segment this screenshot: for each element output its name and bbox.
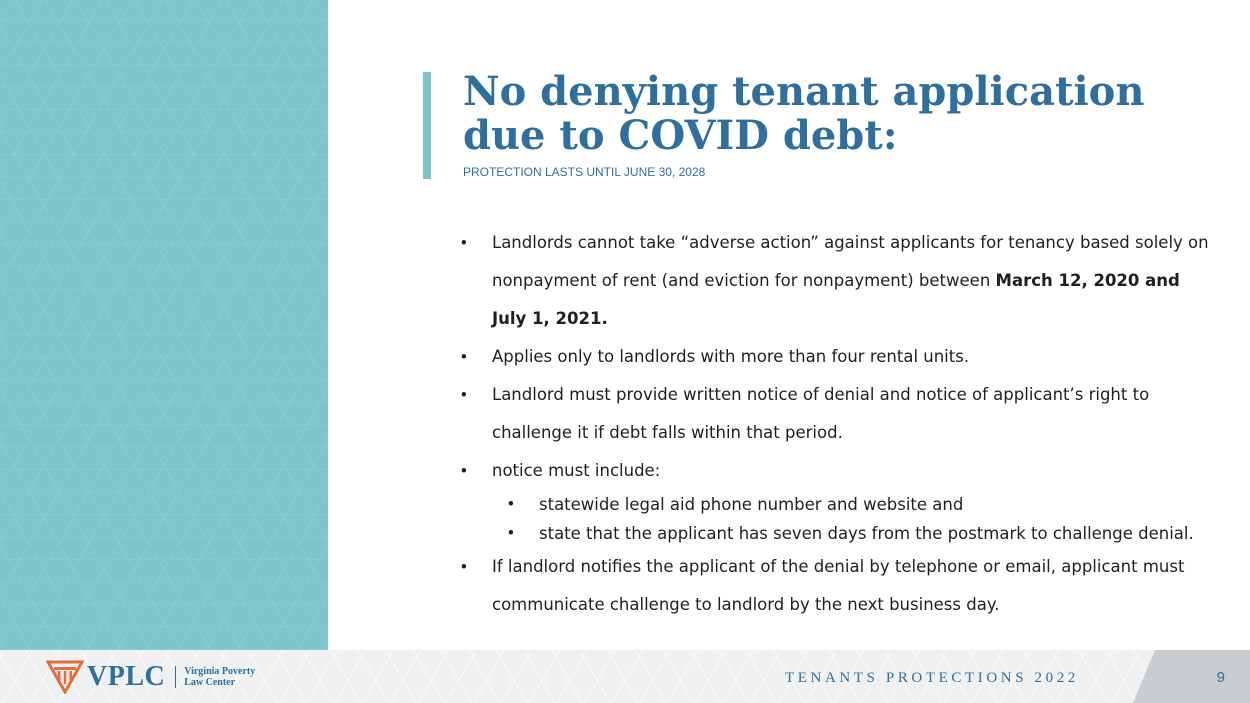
decorative-side-panel: [0, 0, 328, 650]
slide-subtitle: PROTECTION LASTS UNTIL JUNE 30, 2028: [463, 165, 706, 179]
title-line-2: due to COVID debt:: [463, 112, 898, 159]
logo-subtitle-line-2: Law Center: [184, 677, 236, 688]
vplc-logo: [46, 659, 255, 695]
sub-bullet-seven-days: • state that the applicant has seven days from the postmark to challenge denial.: [458, 519, 1218, 548]
slide-title: [463, 70, 1163, 158]
bullet-telephone-email: • If landlord notifies the applicant of the denial by telephone or email, applicant must communicate challenge to landlord by the next business day.: [458, 548, 1218, 624]
title-line-1: No denying tenant application: [463, 68, 1145, 115]
bullet-text: Landlords cannot take “adverse action” against applicants for tenancy based solely on nonpayment of rent (and eviction for nonpayment) between: [492, 233, 1209, 290]
bullet-four-units: • Applies only to landlords with more than four rental units.: [458, 338, 1218, 376]
title-accent-bar: [423, 72, 431, 179]
bullet-written-notice: • Landlord must provide written notice of denial and notice of applicant’s right to challenge it if debt falls within that period.: [458, 376, 1218, 452]
footer-title: TENANTS PROTECTIONS 2022: [785, 670, 1079, 686]
logo-subtitle: [184, 666, 255, 688]
bullet-list: [458, 224, 1218, 624]
bullet-bold-dates: March 12, 2020 and July 1, 2021.: [492, 271, 1180, 328]
sub-bullet-legal-aid: • statewide legal aid phone number and website and: [458, 490, 1218, 519]
vplc-shield-icon: [46, 660, 84, 694]
page-number: 9: [1216, 669, 1225, 686]
bullet-notice-must-include: • notice must include:: [458, 452, 1218, 490]
bullet-adverse-action: [458, 224, 1218, 338]
logo-wordmark: VPLC: [87, 661, 166, 692]
logo-divider: [175, 666, 176, 688]
page-number-tab: [1155, 650, 1250, 703]
logo-subtitle-line-1: Virginia Poverty: [184, 666, 256, 677]
